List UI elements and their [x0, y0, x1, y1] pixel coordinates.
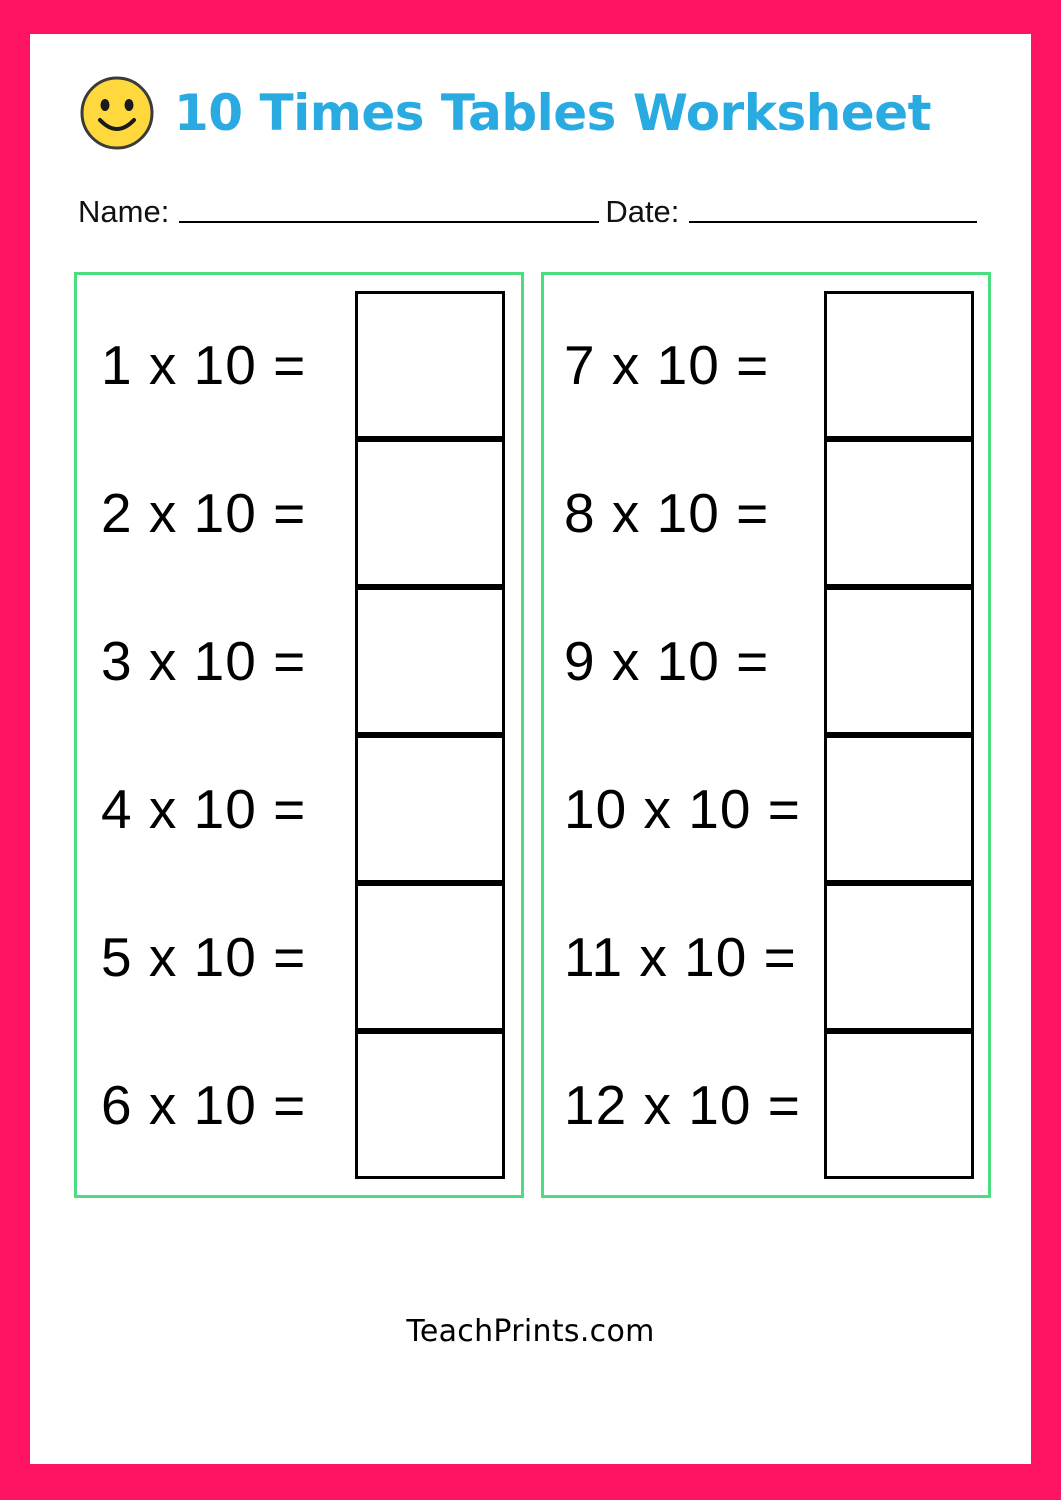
problem-row	[87, 439, 511, 587]
smiley-face-icon	[78, 74, 156, 152]
equation-label: 6 x 10 =	[101, 1073, 307, 1136]
problem-row	[87, 1031, 511, 1179]
equation-label: 11 x 10 =	[564, 925, 797, 988]
problem-row	[554, 587, 978, 735]
problem-column-left	[74, 272, 524, 1198]
problem-row	[554, 883, 978, 1031]
problem-row	[87, 291, 511, 439]
equation-label: 4 x 10 =	[101, 777, 307, 840]
problem-row	[87, 735, 511, 883]
problem-row	[554, 1031, 978, 1179]
footer-credit: TeachPrints.com	[406, 1313, 655, 1349]
problem-row	[87, 883, 511, 1031]
equation-label: 1 x 10 =	[101, 333, 307, 396]
problem-row	[554, 735, 978, 883]
answer-box[interactable]	[355, 291, 505, 439]
answer-box[interactable]	[824, 1031, 974, 1179]
answer-box[interactable]	[355, 439, 505, 587]
equation-label: 9 x 10 =	[564, 629, 770, 692]
answer-box[interactable]	[355, 735, 505, 883]
name-input[interactable]	[179, 220, 599, 223]
footer	[60, 1198, 1001, 1464]
equation-label: 12 x 10 =	[564, 1073, 801, 1136]
name-label: Name:	[78, 194, 170, 229]
problem-row	[554, 439, 978, 587]
answer-box[interactable]	[824, 291, 974, 439]
problem-row	[87, 587, 511, 735]
date-input[interactable]	[689, 220, 977, 223]
date-label: Date:	[605, 194, 680, 229]
answer-box[interactable]	[824, 587, 974, 735]
answer-box[interactable]	[824, 439, 974, 587]
title-row	[78, 74, 1001, 152]
answer-box[interactable]	[824, 883, 974, 1031]
equation-label: 3 x 10 =	[101, 629, 307, 692]
equation-label: 5 x 10 =	[101, 925, 307, 988]
name-date-row	[78, 194, 987, 230]
equation-label: 10 x 10 =	[564, 777, 801, 840]
problem-columns	[74, 272, 991, 1198]
answer-box[interactable]	[355, 883, 505, 1031]
worksheet-sheet	[30, 34, 1031, 1464]
answer-box[interactable]	[824, 735, 974, 883]
answer-box[interactable]	[355, 587, 505, 735]
page-title: 10 Times Tables Worksheet	[174, 84, 932, 142]
problem-column-right	[541, 272, 991, 1198]
answer-box[interactable]	[355, 1031, 505, 1179]
problem-row	[554, 291, 978, 439]
equation-label: 2 x 10 =	[101, 481, 307, 544]
equation-label: 7 x 10 =	[564, 333, 770, 396]
equation-label: 8 x 10 =	[564, 481, 770, 544]
